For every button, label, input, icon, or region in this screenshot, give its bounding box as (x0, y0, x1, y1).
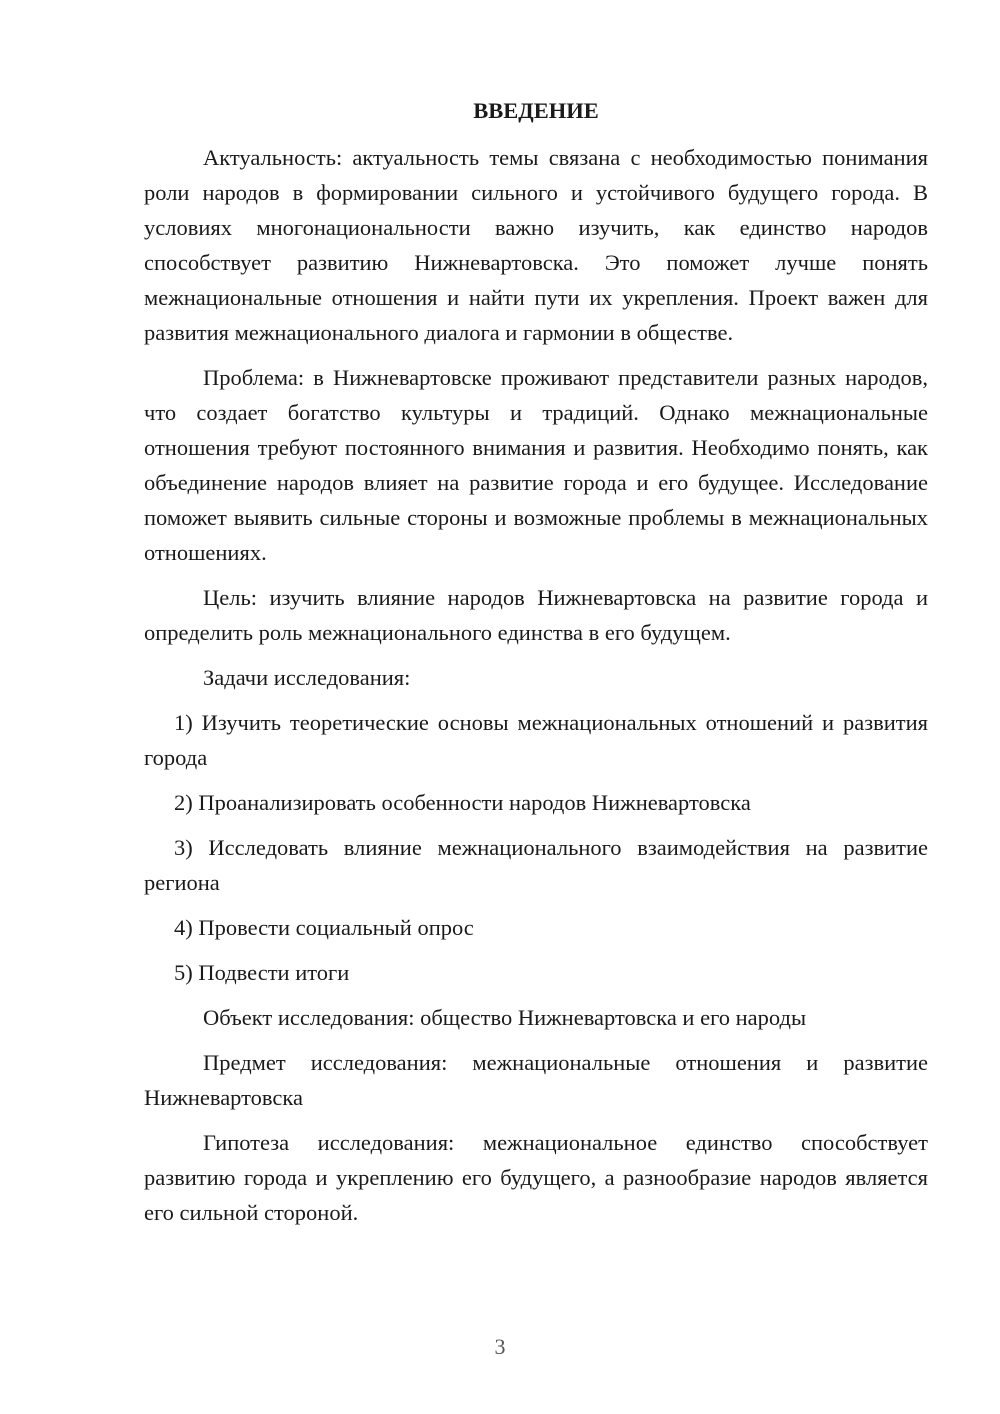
page-number: 3 (494, 1334, 506, 1359)
paragraph-problem: Проблема: в Нижневартовске проживают представители разных народов, что создает богатство культуры и традиций. Однако межнациональные отношения требуют постоянного внимания и развития. Необходимо понять, как объединение народов влияет на развитие города и его будущее. Исследование поможет выявить сильные стороны и возможные проблемы в межнациональных отношениях. (144, 365, 928, 565)
tasks-heading: Задачи исследования: (203, 665, 411, 690)
task-item-1: 1) Изучить теоретические основы межнациональных отношений и развития города (144, 710, 928, 770)
paragraph-relevance: Актуальность: актуальность темы связана с необходимостью понимания роли народов в формировании сильного и устойчивого будущего города. В условиях многонациональности важно изучить, как единство народов способствует развитию Нижневартовска. Это поможет лучше понять межнациональные отношения и найти пути их укрепления. Проект важен для развития межнационального диалога и гармонии в обществе. (144, 145, 928, 345)
paragraph-object: Объект исследования: общество Нижневартовска и его народы (203, 1005, 807, 1030)
paragraph-subject: Предмет исследования: межнациональные отношения и развитие Нижневартовска (144, 1050, 928, 1110)
task-item-2: 2) Проанализировать особенности народов Нижневартовска (174, 790, 751, 815)
task-item-5: 5) Подвести итоги (174, 960, 350, 985)
paragraph-hypothesis: Гипотеза исследования: межнациональное единство способствует развитию города и укреплению его будущего, а разнообразие народов является его сильной стороной. (144, 1130, 928, 1225)
paragraph-goal: Цель: изучить влияние народов Нижневартовска на развитие города и определить роль межнационального единства в его будущем. (144, 585, 928, 645)
task-item-3: 3) Исследовать влияние межнационального взаимодействия на развитие региона (144, 835, 928, 895)
page-content (144, 93, 928, 1240)
page-title: ВВЕДЕНИЕ (473, 98, 599, 123)
task-item-4: 4) Провести социальный опрос (174, 915, 474, 940)
